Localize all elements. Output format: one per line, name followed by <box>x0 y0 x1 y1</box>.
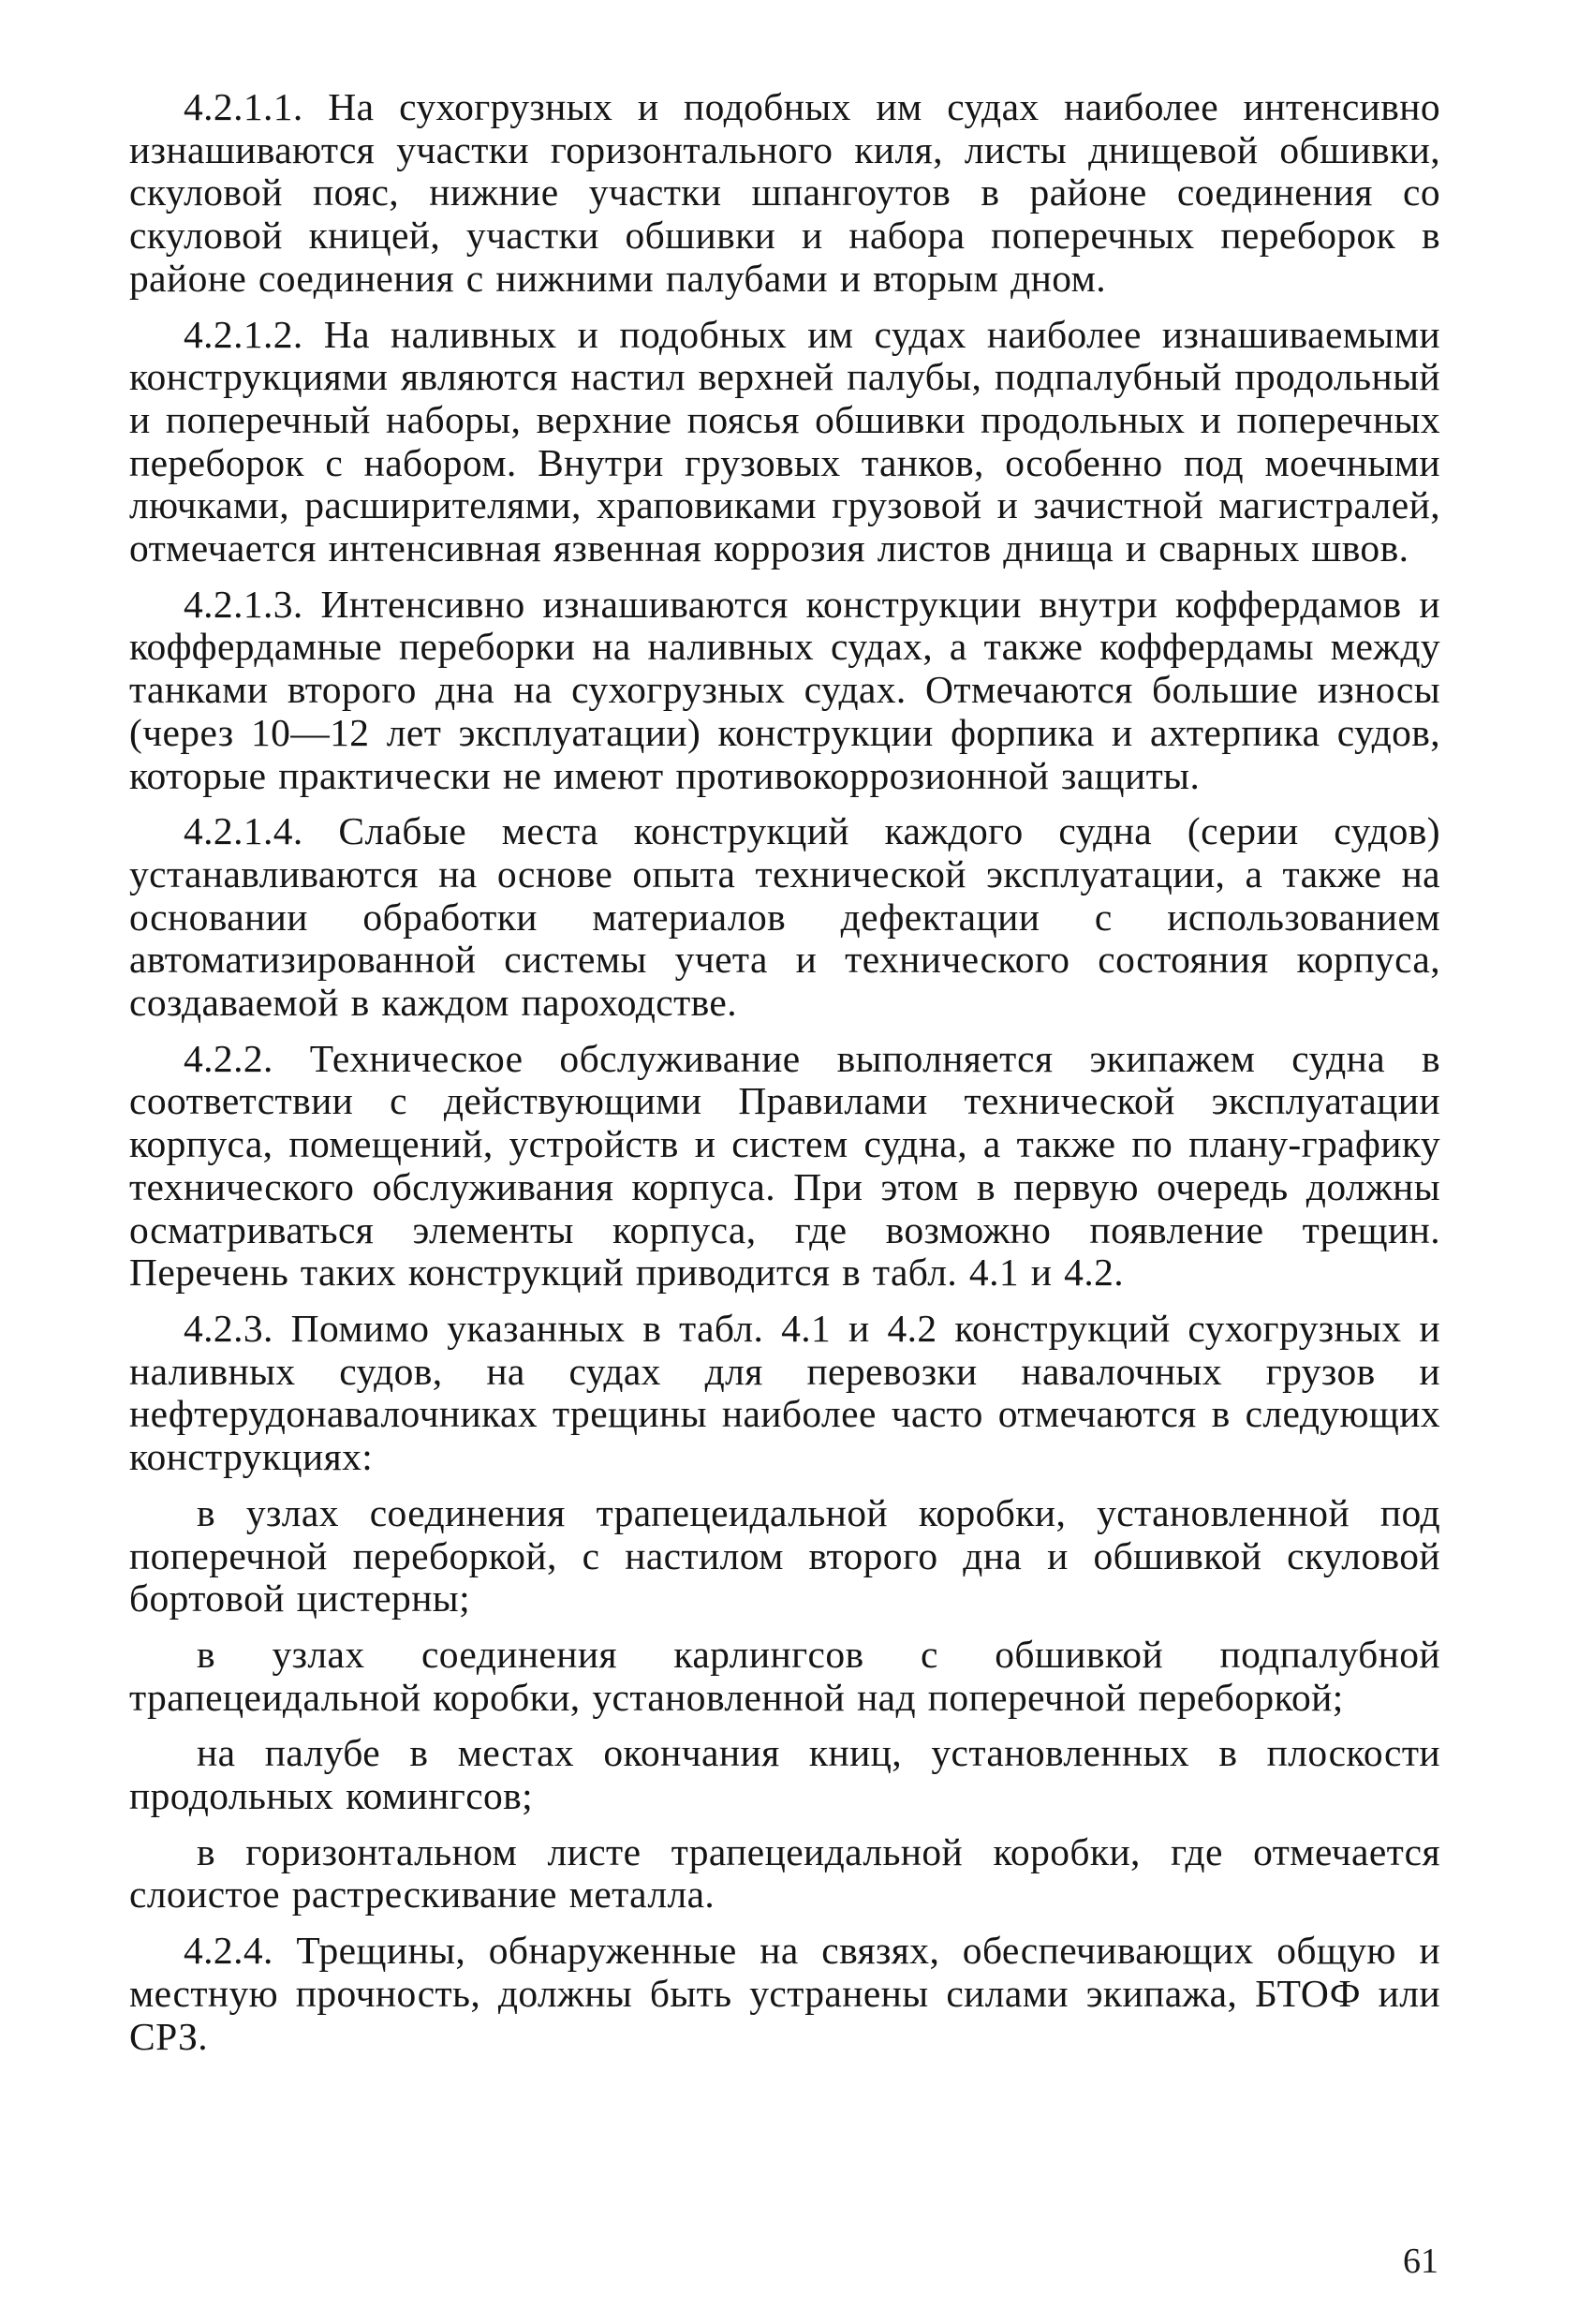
paragraph-4-2-1-3: 4.2.1.3. Интенсивно изнашиваются конструкции внутри коффердамов и коффердамные переборки на наливных судах, а также коффердамы между танками второго дна на сухогрузных судах. Отмечаются большие износы (через 10—12 лет эксплуатации) конструкции форпика и ахтерпика судов, которые практически не имеют противокоррозионной защиты. <box>129 582 1440 797</box>
list-item-deck-bracket-ends: на палубе в местах окончания книц, установленных в плоскости продольных комингсов; <box>129 1731 1440 1818</box>
page-number: 61 <box>1403 2242 1438 2281</box>
list-item-trapezoidal-box-joints: в узлах соединения трапецеидальной коробки, установленной под поперечной переборкой, с настилом второго дна и обшивкой скуловой бортовой цистерны; <box>129 1490 1440 1621</box>
paragraph-4-2-1-2: 4.2.1.2. На наливных и подобных им судах наиболее изнашиваемыми конструкциями являются настил верхней палубы, подпалубный продольный и поперечный наборы, верхние поясья обшивки продольных и поперечных переборок с набором. Внутри грузовых танков, особенно под моечными лючками, расширителями, храповиками грузовой и зачистной магистралей, отмечается интенсивная язвенная коррозия листов днища и сварных швов. <box>129 312 1440 570</box>
paragraph-4-2-1-4: 4.2.1.4. Слабые места конструкций каждого судна (серии судов) устанавливаются на основе опыта технической эксплуатации, а также на основании обработки материалов дефектации с использованием автоматизированной системы учета и технического состояния корпуса, создаваемой в каждом пароходстве. <box>129 809 1440 1025</box>
paragraph-4-2-4: 4.2.4. Трещины, обнаруженные на связях, обеспечивающих общую и местную прочность, должны быть устранены силами экипажа, БТОФ или СРЗ. <box>129 1929 1440 2058</box>
document-page <box>129 86 1440 2278</box>
list-item-horizontal-plate: в горизонтальном листе трапецеидальной коробки, где отмечается слоистое растрескивание металла. <box>129 1829 1440 1917</box>
paragraph-4-2-1-1: 4.2.1.1. На сухогрузных и подобных им судах наиболее интенсивно изнашиваются участки горизонтального киля, листы днищевой обшивки, скуловой пояс, нижние участки шпангоутов в районе соединения со скуловой кницей, участки обшивки и набора поперечных переборок в районе соединения с нижними палубами и вторым дном. <box>129 85 1440 300</box>
paragraph-4-2-2: 4.2.2. Техническое обслуживание выполняется экипажем судна в соответствии с действующими Правилами технической эксплуатации корпуса, помещений, устройств и систем судна, а также по плану-графику технического обслуживания корпуса. При этом в первую очередь должны осматриваться элементы корпуса, где возможно появление трещин. Перечень таких конструкций приводится в табл. 4.1 и 4.2. <box>129 1036 1440 1295</box>
list-item-carlings-joints: в узлах соединения карлингсов с обшивкой подпалубной трапецеидальной коробки, установленной над поперечной переборкой; <box>129 1632 1440 1719</box>
paragraph-4-2-3: 4.2.3. Помимо указанных в табл. 4.1 и 4.2 конструкций сухогрузных и наливных судов, на судах для перевозки навалочных грузов и нефтерудонавалочниках трещины наиболее часто отмечаются в следующих конструкциях: <box>129 1306 1440 1479</box>
